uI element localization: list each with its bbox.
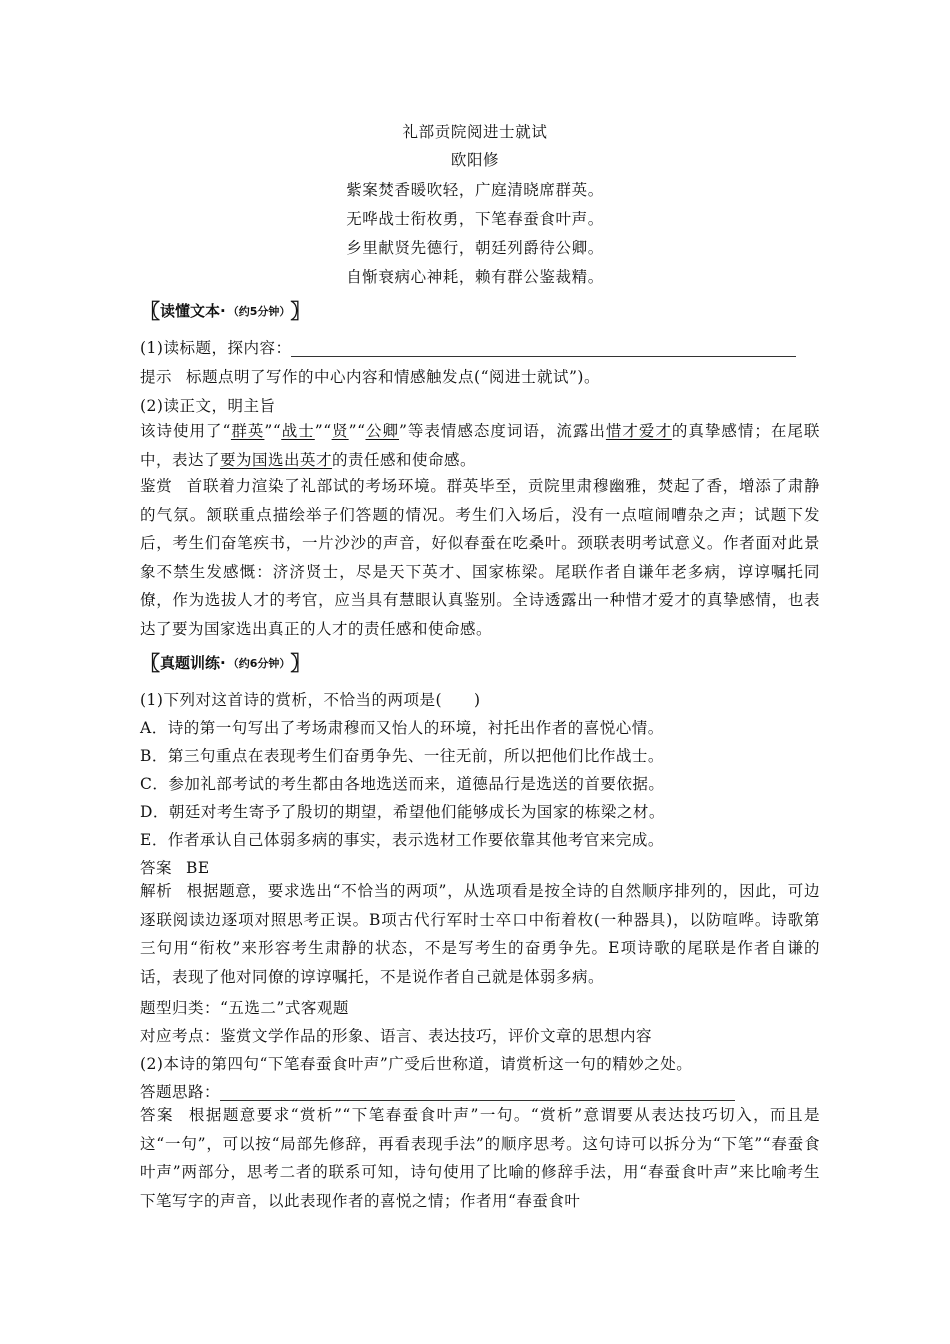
read-body-label: (2)读正文，明主旨: [140, 397, 276, 415]
section-dot: ·: [220, 653, 226, 672]
think-line: [140, 1080, 820, 1102]
analysis-text: 根据题意，要求选出“不恰当的两项”，从选项看是按全诗的自然顺序排列的，因此，可边逐联阅读边逐项对照思考正误。B项古代行军时士卒口中衔着枚(一种器具)，以防喧哗。诗歌第三句用“衔枚”来形容考生肃静的状态，不是写考生的奋勇争先。E项诗歌的尾联是作者自谦的话，表现了他对同僚的谆谆嘱托，不是说作者自己就是体弱多病。: [140, 882, 820, 986]
answer-label: 答案: [140, 1106, 174, 1124]
theme-paragraph: [140, 417, 820, 474]
option-e: E．作者承认自己体弱多病的事实，表示选材工作要依靠其他考官来完成。: [140, 831, 664, 849]
analysis-paragraph: [140, 877, 820, 991]
option-d: D．朝廷对考生寄予了殷切的期望，希望他们能够成长为国家的栋梁之材。: [140, 803, 665, 821]
section-heading-practice: [140, 652, 310, 673]
hint-text: 标题点明了写作的中心内容和情感触发点(“阅进士就试”)。: [186, 368, 600, 386]
text-run: 的真挚感情；在尾联中，表达了: [140, 422, 820, 469]
think-label: 答题思路：: [140, 1083, 221, 1101]
text-run: ”等表情感态度词语，流露出: [399, 422, 606, 440]
read-title-line: [140, 336, 820, 358]
left-bracket: 〖: [140, 298, 160, 323]
section-title: 真题训练: [160, 654, 221, 672]
q2-answer-text: 根据题意要求“赏析”“下笔春蚕食叶声”一句。“赏析”意谓要从表达技巧切入，而且是这“一句”，可以按“局部先修辞，再看表现手法”的顺序思考。这句诗可以拆分为“下笔”“春蚕食叶声”两部分，思考二者的联系可知，诗句使用了比喻的修辞手法，用“春蚕食叶声”来比喻考生下笔写字的声音，以此表现作者的喜悦之情；作者用“春蚕食叶: [140, 1106, 820, 1210]
question-2-stem: (2)本诗的第四句“下笔春蚕食叶声”广受后世称道，请赏析这一句的精妙之处。: [140, 1055, 693, 1073]
poem-line: 乡里献贤先德行，朝廷列爵待公卿。: [346, 239, 604, 257]
text-run: ”“: [314, 422, 332, 440]
text-run: 该诗使用了“: [140, 422, 231, 440]
q2-answer-paragraph: [140, 1101, 820, 1215]
keyword: 惜才爱才: [605, 422, 672, 440]
read-title-label: (1)读标题，探内容：: [140, 339, 292, 357]
text-run: 的责任感和使命感。: [332, 450, 477, 469]
question-type: 题型归类：“五选二”式客观题: [140, 999, 349, 1017]
appreciation-label: 鉴赏: [140, 477, 173, 495]
section-time: （约6分钟）: [227, 656, 291, 670]
left-bracket: 〖: [140, 650, 160, 675]
option-b: B．第三句重点在表现考生们奋勇争先、一往无前，所以把他们比作战士。: [140, 747, 664, 765]
keyword: 贤: [331, 422, 349, 440]
answer-blank: [291, 342, 796, 357]
hint-line: [140, 365, 820, 387]
appreciation-text: 首联着力渲染了礼部试的考场环境。群英毕至，贡院里肃穆幽雅，焚起了香，增添了肃静的气氛。颔联重点描绘举子们答题的情况。考生们入场后，没有一点喧闹嘈杂之声；试题下发后，考生们奋笔疾书，一片沙沙的声音，好似春蚕在吃桑叶。颈联表明考试意义。作者面对此景象不禁生发感慨：济济贤士，尽是天下英才、国家栋梁。尾联作者自谦年老多病，谆谆嘱托同僚，作为选拔人才的考官，应当具有慧眼认真鉴别。全诗透露出一种惜才爱才的真挚感情，也表达了要为国家选出真正的人才的责任感和使命感。: [140, 477, 820, 638]
section-time: （约5分钟）: [227, 304, 291, 318]
exam-point: 对应考点：鉴赏文学作品的形象、语言、表达技巧，评价文章的思想内容: [140, 1027, 653, 1045]
option-a: A．诗的第一句写出了考场肃穆而又怡人的环境，衬托出作者的喜悦心情。: [140, 719, 664, 737]
answer-value: BE: [186, 859, 210, 877]
text-run: ”“: [348, 422, 366, 440]
hint-label: 提示: [140, 368, 173, 386]
poem-title: 礼部贡院阅进士就试: [402, 123, 548, 141]
poem-line: 自惭衰病心神耗，赖有群公鉴裁精。: [346, 268, 604, 286]
answer-blank: [220, 1086, 735, 1101]
right-bracket: 〗: [290, 298, 311, 323]
analysis-label: 解析: [140, 882, 173, 900]
section-title: 读懂文本: [160, 302, 221, 320]
section-dot: ·: [220, 301, 226, 320]
appreciation-paragraph: [140, 472, 820, 643]
keyword: 公卿: [365, 422, 399, 440]
section-heading-reading: [140, 300, 310, 321]
answer-label: 答案: [140, 859, 173, 877]
poem-line: 紫案焚香暖吹轻，广庭清晓席群英。: [346, 181, 604, 199]
keyword: 群英: [230, 422, 265, 440]
answer-line: [140, 856, 820, 878]
text-run: ”“: [264, 422, 282, 440]
keyword: 战士: [281, 422, 315, 440]
option-c: C．参加礼部考试的考生都由各地选送而来，道德品行是选送的首要依据。: [140, 775, 665, 793]
right-bracket: 〗: [290, 650, 311, 675]
keyword: 要为国选出英才: [220, 450, 333, 469]
poem-line: 无哗战士衔枚勇，下笔春蚕食叶声。: [346, 210, 604, 228]
question-1-stem: (1)下列对这首诗的赏析，不恰当的两项是( ): [140, 691, 481, 709]
poem-author: 欧阳修: [450, 151, 500, 169]
